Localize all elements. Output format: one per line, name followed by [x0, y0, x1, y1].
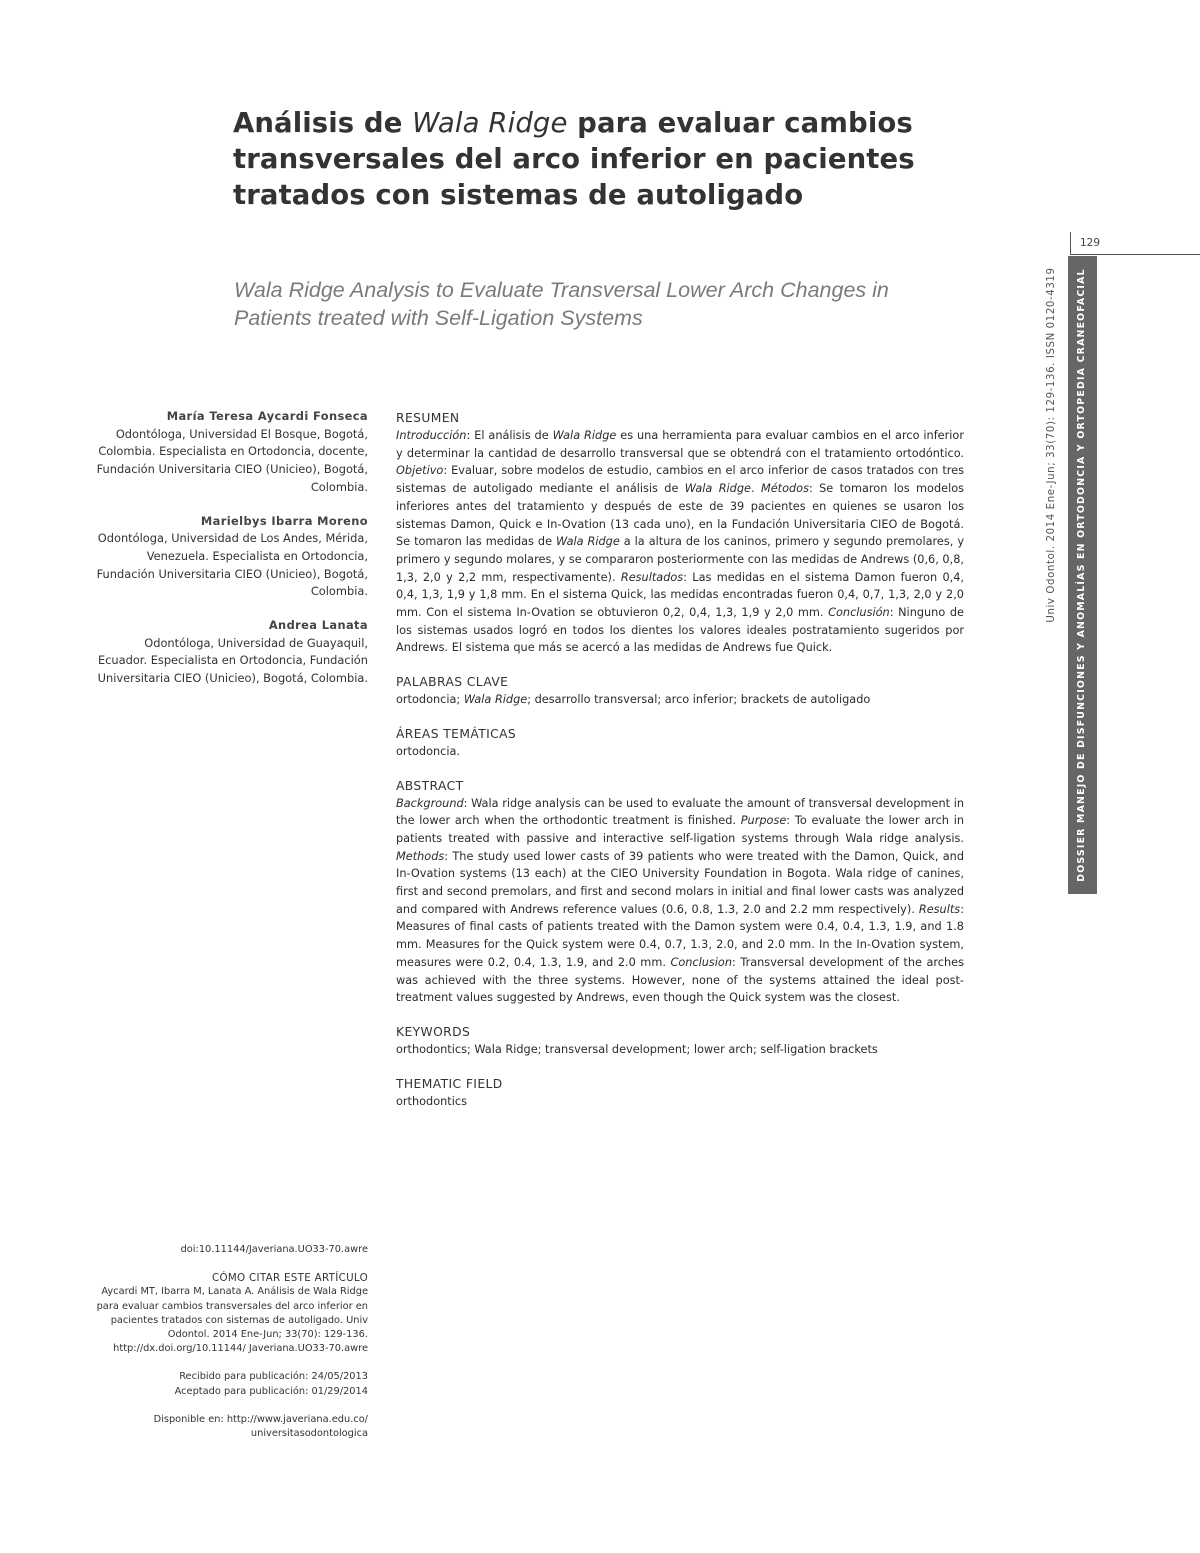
title-part-2: para evaluar cambios transversales del arco inferior en pacientes tratados con sistemas de autoligado: [233, 107, 915, 211]
resumen-obj-text-a: : Evaluar, sobre modelos de estudio, cambios en el arco inferior de casos tratados con tres sistemas de autoligado mediante el análisis de: [396, 464, 964, 496]
author-name: María Teresa Aycardi Fonseca: [166, 409, 368, 423]
author-entry: [92, 513, 368, 602]
abstract-bg-text: : Wala ridge analysis can be used to evaluate the amount of transversal development in the lower arch when the orthodontic treatment is finished.: [396, 796, 964, 828]
received-date: Recibido para publicación: 24/05/2013: [179, 1371, 368, 1383]
abstract-pur-text: : To evaluate the lower arch in patients treated with passive and interactive self-ligation systems through Wala ridge analysis.: [396, 814, 964, 845]
author-entry: [92, 408, 368, 497]
availability-block: [92, 1413, 368, 1441]
resumen-body: [396, 427, 964, 657]
palabras-clave-text-a: ortodoncia;: [396, 693, 464, 707]
resumen-obj-label: Objetivo: [396, 464, 444, 478]
abstract-heading: ABSTRACT: [396, 778, 464, 793]
author-affiliation: Odontóloga, Universidad de Guayaquil, Ecuador. Especialista en Ortodoncia, Fundación Universitaria CIEO (Unicieo), Bogotá, Colombia.: [97, 635, 368, 686]
title-part-1: Análisis de: [233, 107, 413, 139]
resumen-con-label: Conclusión: [828, 606, 890, 620]
resumen-met-text-b: a la altura de los caninos, primero y segundo premolares, y primero y segundo molares, y se compararon posteriormente con las medidas de Andrews (0,6, 0,8, 1,3, 2,0 y 2,2 mm, respectivamente).: [396, 535, 965, 584]
palabras-clave-italic: Wala Ridge: [463, 693, 528, 707]
doi: doi:10.11144/Javeriana.UO33-70.awre: [180, 1244, 368, 1255]
resumen-intro-text-a: : El análisis de: [466, 429, 553, 442]
resumen-res-text: : Las medidas en el sistema Damon fueron 0,4, 0,4, 1,3, 1,9 y 1,8 mm. En el sistema Quick, las medidas encontradas fueron 0,4, 0,7, 1,3, 2,0 y 2,0 mm. Con el sistema In-Ovation se obtuvieron 0,2, 0,4, 1,3, 1,9 y 2,0 mm.: [396, 570, 964, 620]
page-number: 129: [1080, 237, 1101, 249]
article-metadata: [92, 1243, 368, 1455]
resumen-met-text-a: : Se tomaron los modelos inferiores antes del tratamiento y después de este de 39 pacientes en quienes se usaron los sistemas Damon, Quick e In-Ovation (13 cada uno), en la Fundación Universitaria CIEO de Bogotá. Se tomaron las medidas de: [396, 482, 965, 549]
main-column: [396, 410, 964, 1127]
article-title: [233, 105, 993, 213]
palabras-clave-text-b: ; desarrollo transversal; arco inferior; brackets de autoligado: [527, 693, 871, 707]
resumen-con-text: : Ninguno de los sistemas usados logró en todos los dientes los valores ideales postratamiento sugeridos por Andrews. El sistema que más se acercó a las medidas de Andrews fue Quick.: [396, 606, 964, 655]
resumen-heading: RESUMEN: [396, 411, 460, 425]
header-rule: [1070, 254, 1200, 255]
areas-tematicas-body: ortodoncia.: [396, 744, 461, 758]
abstract-bg-label: Background: [396, 796, 464, 810]
title-italic: Wala Ridge: [412, 107, 568, 139]
abstract-met-text: : The study used lower casts of 39 patients who were treated with the Damon, Quick, and In-Ovation systems (13 each) at the CIEO University Foundation in Bogota. Wala ridge of canines, first and second premolars, and first and second molars in initial and final lower casts was analyzed and compared with Andrews reference values (0.6, 0.8, 1.3, 2.0 and 2.2 mm respectively).: [396, 849, 964, 916]
citation-text: Aycardi MT, Ibarra M, Lanata A. Análisis de Wala Ridge para evaluar cambios transversales del arco inferior en pacientes tratados con sistemas de autoligado. Univ Odontol. 2014 Ene-Jun; 33(70): 129-136. http://dx.doi.org/10.11144/ Javeriana.UO33-70.awre: [96, 1286, 368, 1355]
resumen-met-italic: Wala Ridge: [556, 535, 620, 549]
keywords-body: orthodontics; Wala Ridge; transversal development; lower arch; self-ligation brackets: [396, 1042, 878, 1056]
available-line-1: Disponible en: http://www.javeriana.edu.co/: [153, 1413, 368, 1425]
author-list: [92, 408, 368, 704]
thematic-field-body: orthodontics: [396, 1094, 467, 1108]
resumen-res-label: Resultados: [620, 570, 684, 584]
resumen-obj-italic: Wala Ridge: [684, 482, 751, 496]
journal-side-citation: Univ Odontol. 2014 Ene-Jun; 33(70): 129-136. ISSN 0120-4319: [1046, 267, 1057, 623]
available-line-2: universitasodontologica: [250, 1428, 368, 1440]
citation-block: [92, 1271, 368, 1356]
abstract-res-label: Results: [918, 902, 961, 916]
citation-heading: CÓMO CITAR ESTE ARTÍCULO: [211, 1272, 368, 1285]
resumen-intro-label: Introducción: [396, 429, 467, 442]
keywords-heading: KEYWORDS: [396, 1024, 471, 1039]
resumen-intro-italic: Wala Ridge: [552, 429, 617, 442]
abstract-con-text: : Transversal development of the arches was achieved with the three systems. However, none of the systems attained the ideal post-treatment values suggested by Andrews, even though the Quick system was the closest.: [396, 955, 964, 1005]
author-affiliation: Odontóloga, Universidad El Bosque, Bogotá, Colombia. Especialista en Ortodoncia, docente, Fundación Universitaria CIEO (Unicieo), Bogotá, Colombia.: [96, 426, 368, 494]
resumen-intro-text-b: es una herramienta para evaluar cambios en el arco inferior y determinar la cantidad de desarrollo transversal que se obtendrá con el tratamiento ortodóntico.: [396, 429, 964, 460]
abstract-met-label: Methods: [396, 849, 445, 863]
article-subtitle: Wala Ridge Analysis to Evaluate Transversal Lower Arch Changes in Patients treated with Self-Ligation Systems: [234, 278, 889, 330]
dossier-side-bar-text: DOSSIER MANEJO DE DISFUNCIONES Y ANOMALÍAS EN ORTODONCIA Y ORTOPEDIA CRANEOFACIAL: [1076, 268, 1087, 882]
author-entry: [92, 617, 368, 688]
page-number-divider: [1070, 232, 1071, 254]
resumen-met-label: Métodos: [760, 482, 809, 496]
areas-tematicas-heading: ÁREAS TEMÁTICAS: [396, 726, 517, 741]
palabras-clave-heading: PALABRAS CLAVE: [396, 675, 509, 690]
abstract-pur-label: Purpose: [740, 814, 787, 828]
dates-block: [92, 1370, 368, 1398]
palabras-clave-body: [396, 691, 964, 709]
author-name: Marielbys Ibarra Moreno: [200, 513, 368, 528]
resumen-obj-text-b: .: [750, 482, 761, 496]
author-affiliation: Odontóloga, Universidad de Los Andes, Mérida, Venezuela. Especialista en Ortodoncia, Fundación Universitaria CIEO (Unicieo), Bogotá, Colombia.: [96, 531, 368, 599]
accepted-date: Aceptado para publicación: 01/29/2014: [174, 1385, 368, 1397]
abstract-con-label: Conclusion: [670, 955, 733, 969]
thematic-field-heading: THEMATIC FIELD: [396, 1076, 503, 1091]
abstract-res-text: : Measures of final casts of patients treated with the Damon system were 0.4, 0.4, 1.3, 1.9, and 1.8 mm. Measures for the Quick system were 0.4, 0.7, 1.3, 2.0, and 2.0 mm. In the In-Ovation system, measures were 0.2, 0.4, 1.3, 1.9, and 2.0 mm.: [396, 902, 964, 969]
author-name: Andrea Lanata: [268, 618, 368, 633]
abstract-body: [396, 795, 964, 1007]
